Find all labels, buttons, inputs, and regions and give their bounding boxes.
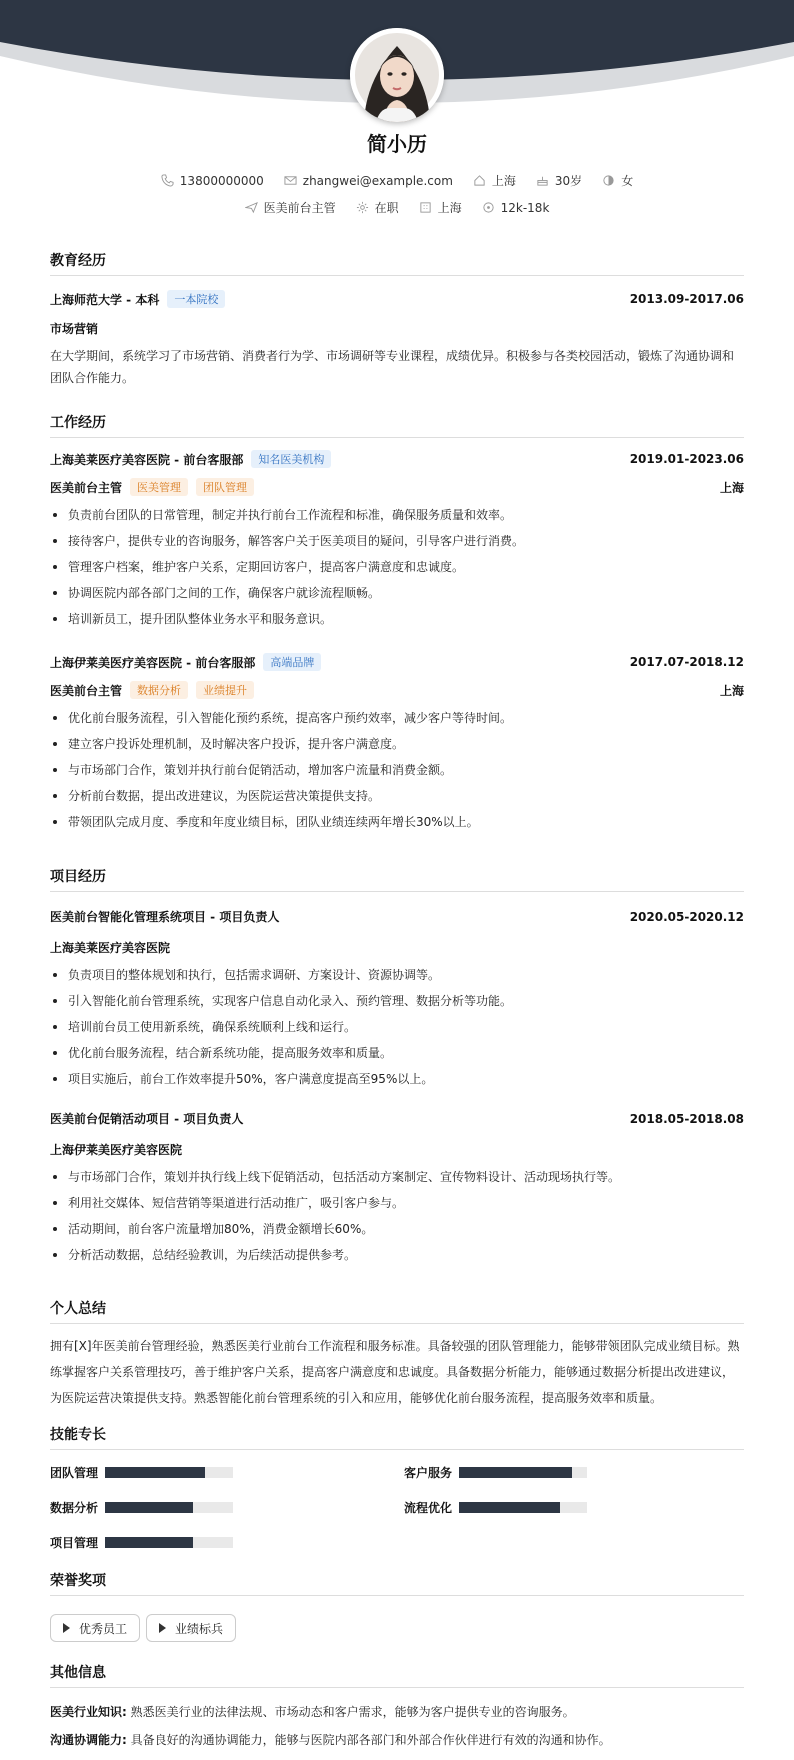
honor-name: 业绩标兵 — [175, 1621, 224, 1636]
phone-text: 13800000000 — [179, 173, 264, 188]
project-header — [50, 1110, 744, 1127]
company-name: 上海伊莱美医疗美容医院 - 前台客服部 — [50, 655, 256, 670]
phone-icon — [161, 174, 174, 187]
list-item: 优化前台服务流程，结合新系统功能，提高服务效率和质量。 — [50, 1040, 744, 1066]
coin-icon — [482, 201, 495, 214]
project-date: 2018.05-2018.08 — [629, 1111, 744, 1126]
project-org: 上海伊莱美医疗美容医院 — [50, 1143, 183, 1157]
list-item: 带领团队完成月度、季度和年度业绩目标，团队业绩连续两年增长30%以上。 — [50, 809, 744, 835]
section-title: 荣誉奖项 — [50, 1570, 744, 1596]
status-text: 在职 — [374, 201, 399, 215]
other-text: 熟悉医美行业的法律法规、市场动态和客户需求，能够为客户提供专业的咨询服务。 — [130, 1705, 575, 1719]
list-item: 与市场部门合作，策划并执行前台促销活动，增加客户流量和消费金额。 — [50, 757, 744, 783]
other-item — [50, 1703, 575, 1720]
skill-item — [404, 1464, 587, 1481]
target-city-item — [419, 199, 462, 216]
honor-badge — [146, 1614, 236, 1642]
gender-icon — [602, 174, 615, 187]
salary-text: 12k-18k — [500, 200, 550, 215]
send-icon — [245, 201, 258, 214]
play-icon — [63, 1623, 70, 1633]
job-item — [245, 199, 336, 216]
home-icon — [473, 174, 486, 187]
skill-item — [50, 1499, 233, 1516]
candidate-name: 简小历 — [367, 132, 427, 156]
building-icon — [419, 201, 432, 214]
job-text: 医美前台主管 — [263, 201, 336, 215]
education-date: 2013.09-2017.06 — [629, 292, 744, 306]
project-item — [50, 908, 744, 1092]
list-item: 项目实施后，前台工作效率提升50%，客户满意度提高至95%以上。 — [50, 1066, 744, 1092]
list-item: 建立客户投诉处理机制，及时解决客户投诉，提升客户满意度。 — [50, 731, 744, 757]
list-item: 分析前台数据，提出改进建议，为医院运营决策提供支持。 — [50, 783, 744, 809]
other-item — [50, 1731, 611, 1748]
summary-paragraph — [50, 1333, 744, 1411]
work-section — [50, 412, 744, 438]
skill-item — [50, 1534, 233, 1551]
status-item — [356, 199, 399, 216]
summary-line: 拥有[X]年医美前台管理经验，熟悉医美行业前台工作流程和服务标准。具备较强的团队管理能力，能够带领团队完成业绩目标。熟 — [50, 1339, 740, 1353]
section-title: 个人总结 — [50, 1298, 744, 1324]
skill-name: 流程优化 — [404, 1501, 453, 1515]
project-org-row — [50, 939, 744, 956]
summary-line: 为医院运营决策提供支持。熟悉智能化前台管理系统的引入和应用，能够优化前台服务流程，提高服务效率和质量。 — [50, 1391, 663, 1405]
list-item: 培训前台员工使用新系统，确保系统顺利上线和运行。 — [50, 1014, 744, 1040]
skill-bar-fill — [459, 1502, 560, 1513]
skill-bar-fill — [105, 1467, 205, 1478]
company-name: 上海美莱医疗美容医院 - 前台客服部 — [50, 452, 244, 467]
list-item: 负责项目的整体规划和执行，包括需求调研、方案设计、资源协调等。 — [50, 962, 744, 988]
summary-section — [50, 1298, 744, 1324]
work-date: 2017.07-2018.12 — [629, 655, 744, 669]
work-bullets — [50, 705, 744, 835]
skill-bar-fill — [105, 1502, 193, 1513]
city-text: 上海 — [491, 174, 516, 188]
role: 医美前台主管 — [50, 480, 123, 495]
company-tag: 高端品牌 — [263, 653, 321, 671]
cake-icon — [536, 174, 549, 187]
honor-name: 优秀员工 — [79, 1621, 128, 1636]
work-role-row — [50, 681, 744, 699]
project-bullets — [50, 962, 744, 1092]
other-label: 沟通协调能力: — [50, 1733, 127, 1747]
section-title: 教育经历 — [50, 250, 744, 276]
list-item: 引入智能化前台管理系统，实现客户信息自动化录入、预约管理、数据分析等功能。 — [50, 988, 744, 1014]
list-item: 协调医院内部各部门之间的工作，确保客户就诊流程顺畅。 — [50, 580, 744, 606]
skill-tag: 业绩提升 — [196, 681, 254, 699]
project-header — [50, 908, 744, 925]
gender-text: 女 — [621, 174, 634, 188]
skill-bar — [459, 1502, 587, 1513]
list-item: 接待客户，提供专业的咨询服务，解答客户关于医美项目的疑问，引导客户进行消费。 — [50, 528, 744, 554]
skill-item — [404, 1499, 587, 1516]
skill-bar-fill — [105, 1537, 193, 1548]
phone-item — [161, 174, 264, 188]
skill-tag: 团队管理 — [196, 478, 254, 496]
skill-bar — [105, 1502, 233, 1513]
list-item: 培训新员工，提升团队整体业务水平和服务意识。 — [50, 606, 744, 632]
avatar — [350, 28, 444, 122]
project-item — [50, 1110, 744, 1268]
gender-item — [602, 172, 633, 189]
section-title: 项目经历 — [50, 866, 744, 892]
work-city: 上海 — [719, 480, 744, 495]
skill-tag: 医美管理 — [130, 478, 188, 496]
city-item — [473, 172, 516, 189]
list-item: 活动期间，前台客户流量增加80%，消费金额增长60%。 — [50, 1216, 744, 1242]
projects-section — [50, 866, 744, 892]
skill-item — [50, 1464, 233, 1481]
target-city-text: 上海 — [437, 201, 462, 215]
skill-bar — [105, 1537, 233, 1548]
major: 市场营销 — [50, 322, 99, 336]
skill-name: 团队管理 — [50, 1466, 99, 1480]
education-description — [50, 345, 744, 389]
list-item: 负责前台团队的日常管理，制定并执行前台工作流程和标准，确保服务质量和效率。 — [50, 502, 744, 528]
education-desc-line: 在大学期间，系统学习了市场营销、消费者行为学、市场调研等专业课程，成绩优异。积极参与各类校园活动，锻炼了沟通协调和 — [50, 349, 735, 363]
skill-name: 项目管理 — [50, 1536, 99, 1550]
list-item: 利用社交媒体、短信营销等渠道进行活动推广，吸引客户参与。 — [50, 1190, 744, 1216]
other-section — [50, 1662, 744, 1688]
education-section — [50, 250, 744, 276]
honors-section — [50, 1570, 744, 1596]
list-item: 分析活动数据，总结经验教训，为后续活动提供参考。 — [50, 1242, 744, 1268]
project-bullets — [50, 1164, 744, 1268]
email-text: zhangwei@example.com — [302, 173, 453, 188]
work-city: 上海 — [719, 683, 744, 698]
skill-name: 数据分析 — [50, 1501, 99, 1515]
role: 医美前台主管 — [50, 683, 123, 698]
school-name: 上海师范大学 - 本科 — [50, 292, 160, 307]
project-org-row — [50, 1141, 744, 1158]
honor-badge — [50, 1614, 140, 1642]
project-title: 医美前台智能化管理系统项目 - 项目负责人 — [50, 910, 280, 924]
age-item — [536, 172, 582, 189]
education-desc-line: 团队合作能力。 — [50, 371, 135, 385]
section-title: 工作经历 — [50, 412, 744, 438]
summary-text — [50, 1333, 744, 1411]
company-tag: 知名医美机构 — [251, 450, 331, 468]
work-bullets — [50, 502, 744, 632]
work-item — [50, 653, 744, 835]
contact-row-2 — [0, 199, 794, 216]
summary-line: 练掌握客户关系管理技巧，善于维护客户关系，提高客户满意度和忠诚度。具备数据分析能力，能够通过数据分析提出改进建议， — [50, 1365, 735, 1379]
list-item: 优化前台服务流程，引入智能化预约系统，提高客户预约效率，减少客户等待时间。 — [50, 705, 744, 731]
mail-icon — [284, 174, 297, 187]
contact-row-1 — [0, 172, 794, 189]
other-text: 具备良好的沟通协调能力，能够与医院内部各部门和外部合作伙伴进行有效的沟通和协作。 — [130, 1733, 611, 1747]
project-title: 医美前台促销活动项目 - 项目负责人 — [50, 1112, 244, 1126]
skill-bar — [459, 1467, 587, 1478]
skill-tag: 数据分析 — [130, 681, 188, 699]
email-item — [284, 174, 453, 188]
work-role-row — [50, 478, 744, 496]
education-item — [50, 290, 744, 389]
skills-section — [50, 1424, 744, 1450]
gear-icon — [356, 201, 369, 214]
work-date: 2019.01-2023.06 — [629, 452, 744, 466]
skill-bar — [105, 1467, 233, 1478]
age-text: 30岁 — [554, 174, 583, 188]
salary-item — [482, 201, 550, 215]
skill-bar-fill — [459, 1467, 572, 1478]
skill-name: 客户服务 — [404, 1466, 453, 1480]
play-icon — [159, 1623, 166, 1633]
work-header — [50, 653, 744, 671]
work-item — [50, 450, 744, 632]
list-item: 管理客户档案，维护客户关系，定期回访客户，提高客户满意度和忠诚度。 — [50, 554, 744, 580]
project-org: 上海美莱医疗美容医院 — [50, 941, 171, 955]
project-date: 2020.05-2020.12 — [629, 909, 744, 924]
major-row — [50, 320, 744, 337]
other-label: 医美行业知识: — [50, 1705, 127, 1719]
section-title: 其他信息 — [50, 1662, 744, 1688]
education-header — [50, 290, 744, 308]
work-header — [50, 450, 744, 468]
school-tag: 一本院校 — [167, 290, 225, 308]
section-title: 技能专长 — [50, 1424, 744, 1450]
list-item: 与市场部门合作，策划并执行线上线下促销活动，包括活动方案制定、宣传物料设计、活动现场执行等。 — [50, 1164, 744, 1190]
